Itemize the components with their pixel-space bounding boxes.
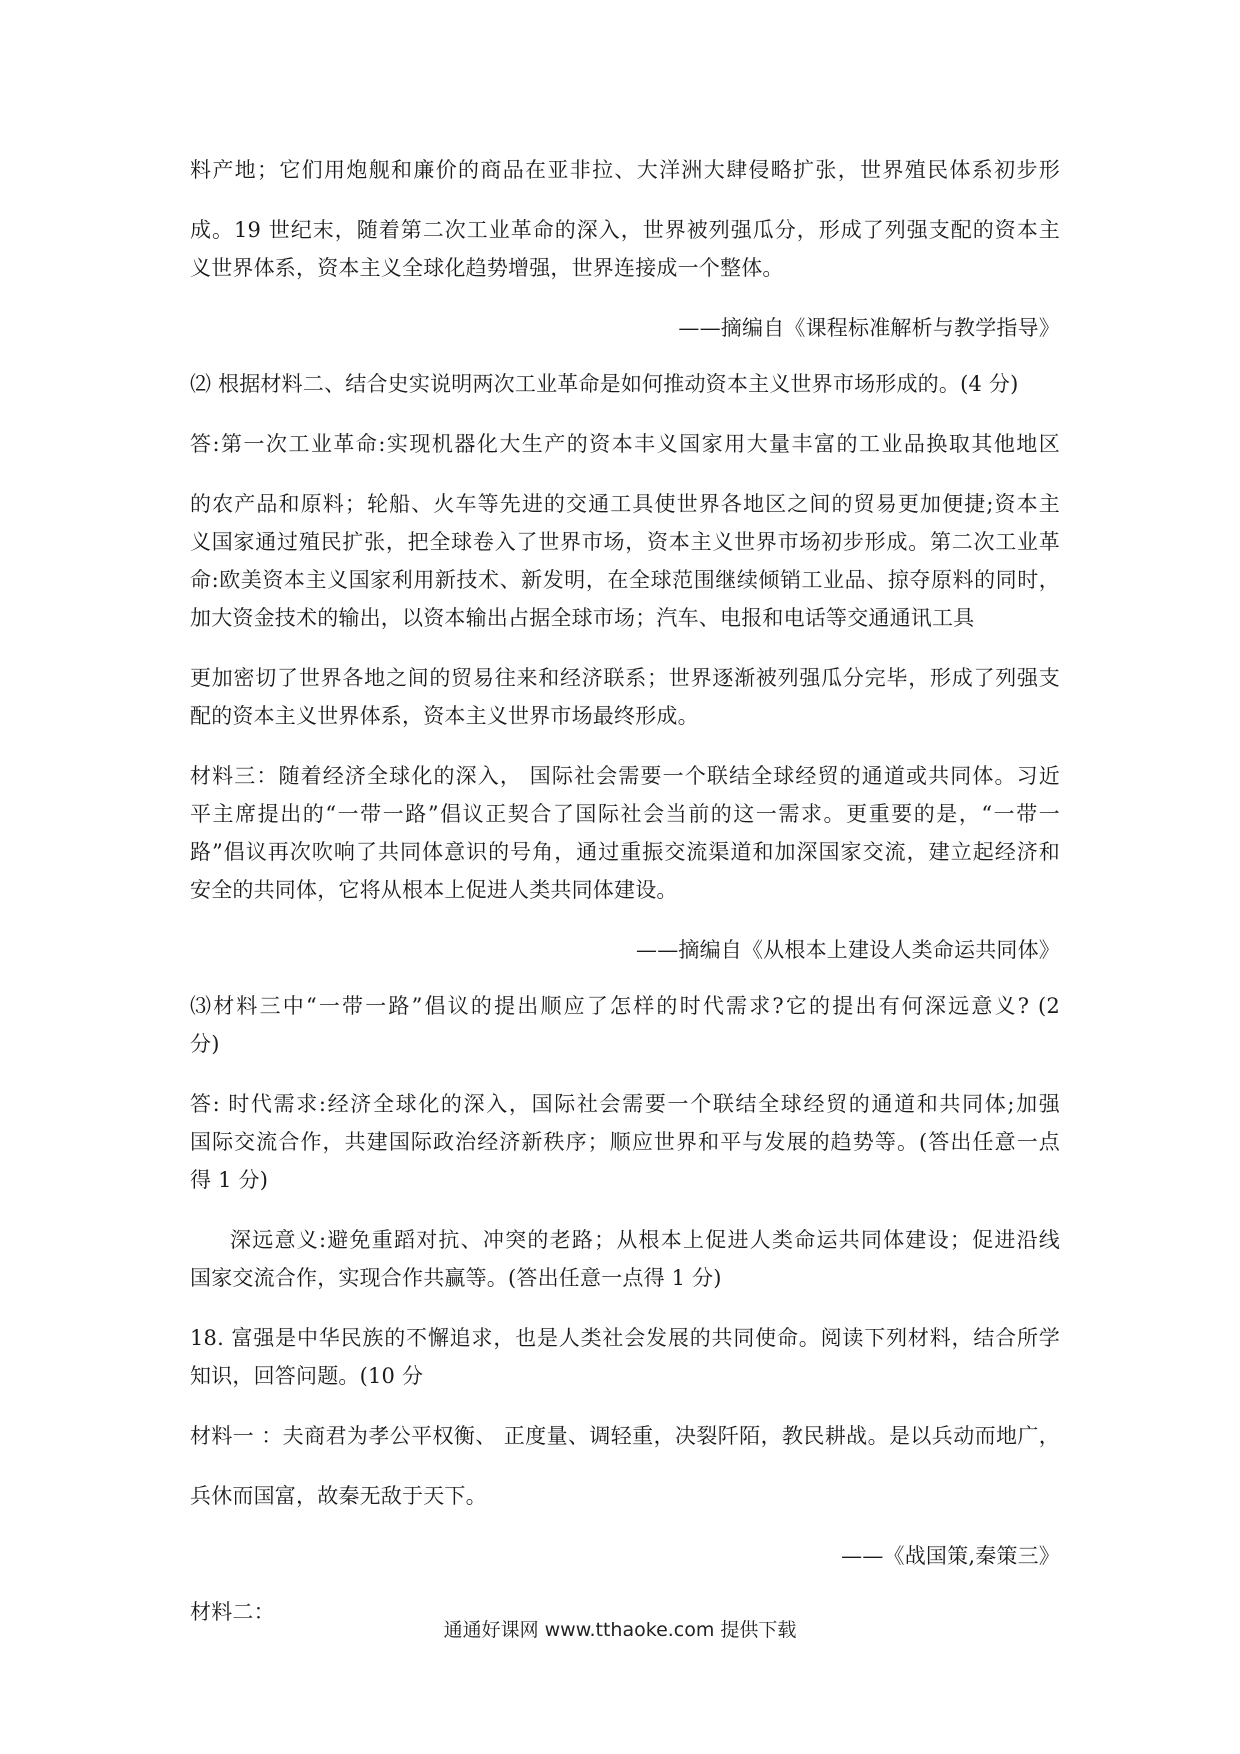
answer-line: 命:欧美资本主义国家利用新技术、新发明，在全球范围继续倾销工业品、掠夺原料的同时， (190, 568, 1060, 592)
material-2-heading: 材料二： (190, 1600, 275, 1624)
material-3: 路”倡议再次吹响了共同体意识的号角，通过重振交流渠道和加深国家交流，建立起经济和 (190, 840, 1060, 864)
answer-line: 答: 时代需求:经济全球化的深入，国际社会需要一个联结全球经贸的通道和共同体;加强 (190, 1092, 1060, 1116)
text-line: 义世界体系，资本主义全球化趋势增强，世界连接成一个整体。 (190, 256, 784, 280)
question-2: ⑵ 根据材料二、结合史实说明两次工业革命是如何推动资本主义世界市场形成的。(4 分) (190, 372, 1019, 396)
answer-line: 配的资本主义世界体系，资本主义世界市场最终形成。 (190, 704, 699, 728)
source-citation: ——摘编自《从根本上建设人类命运共同体》 (636, 938, 1060, 962)
question-3: 分) (190, 1032, 220, 1056)
material-3: 平主席提出的“一带一路”倡议正契合了国际社会当前的这一需求。更重要的是，“一带一 (190, 802, 1060, 826)
question-18: 知识，回答问题。(10 分 (190, 1364, 424, 1388)
material-3: 材料三：随着经济全球化的深入， 国际社会需要一个联结全球经贸的通道或共同体。习近 (190, 764, 1060, 788)
answer-line: 答:第一次工业革命:实现机器化大生产的资本丰义国家用大量丰富的工业品换取其他地区 (190, 432, 1060, 456)
question-18: 18. 富强是中华民族的不懈追求，也是人类社会发展的共同使命。阅读下列材料，结合所学 (190, 1326, 1060, 1350)
source-citation: ——《战国策,秦策三》 (841, 1544, 1060, 1568)
answer-line: 义国家通过殖民扩张，把全球卷入了世界市场，资本主义世界市场初步形成。第二次工业革 (190, 530, 1060, 554)
material-3: 安全的共同体，它将从根本上促进人类共同体建设。 (190, 878, 678, 902)
answer-line: 得 1 分) (190, 1168, 269, 1192)
text-line: 料产地；它们用炮舰和廉价的商品在亚非拉、大洋洲大肆侵略扩张，世界殖民体系初步形 (190, 158, 1060, 182)
answer-line: 深远意义:避免重蹈对抗、冲突的老路；从根本上促进人类命运共同体建设；促进沿线 (230, 1228, 1060, 1252)
page-footer: 通通好课网 www.tthaoke.com 提供下载 (443, 1619, 797, 1641)
text-line: 成。19 世纪末，随着第二次工业革命的深入，世界被列强瓜分，形成了列强支配的资本主 (190, 218, 1060, 242)
question-3: ⑶材料三中“一带一路”倡议的提出顺应了怎样的时代需求?它的提出有何深远意义? (2 (190, 994, 1060, 1018)
document-page (190, 0, 1060, 1754)
source-citation: ——摘编自《课程标准解析与教学指导》 (678, 316, 1060, 340)
answer-line: 的农产品和原料；轮船、火车等先进的交通工具使世界各地区之间的贸易更加便捷;资本主 (190, 492, 1060, 516)
answer-line: 国际交流合作，共建国际政治经济新秩序；顺应世界和平与发展的趋势等。(答出任意一点 (190, 1130, 1060, 1154)
answer-line: 加大资金技术的输出，以资本输出占据全球市场；汽车、电报和电话等交通通讯工具 (190, 606, 975, 630)
material-1: 材料一 ：夫商君为孝公平权衡、 正度量、调轻重，决裂阡陌，教民耕战。是以兵动而地广， (190, 1424, 1060, 1448)
answer-line: 国家交流合作，实现合作共赢等。(答出任意一点得 1 分) (190, 1266, 722, 1290)
answer-line: 更加密切了世界各地之间的贸易往来和经济联系；世界逐渐被列强瓜分完毕，形成了列强支 (190, 666, 1060, 690)
material-1: 兵休而国富，故秦无敌于天下。 (190, 1484, 487, 1508)
